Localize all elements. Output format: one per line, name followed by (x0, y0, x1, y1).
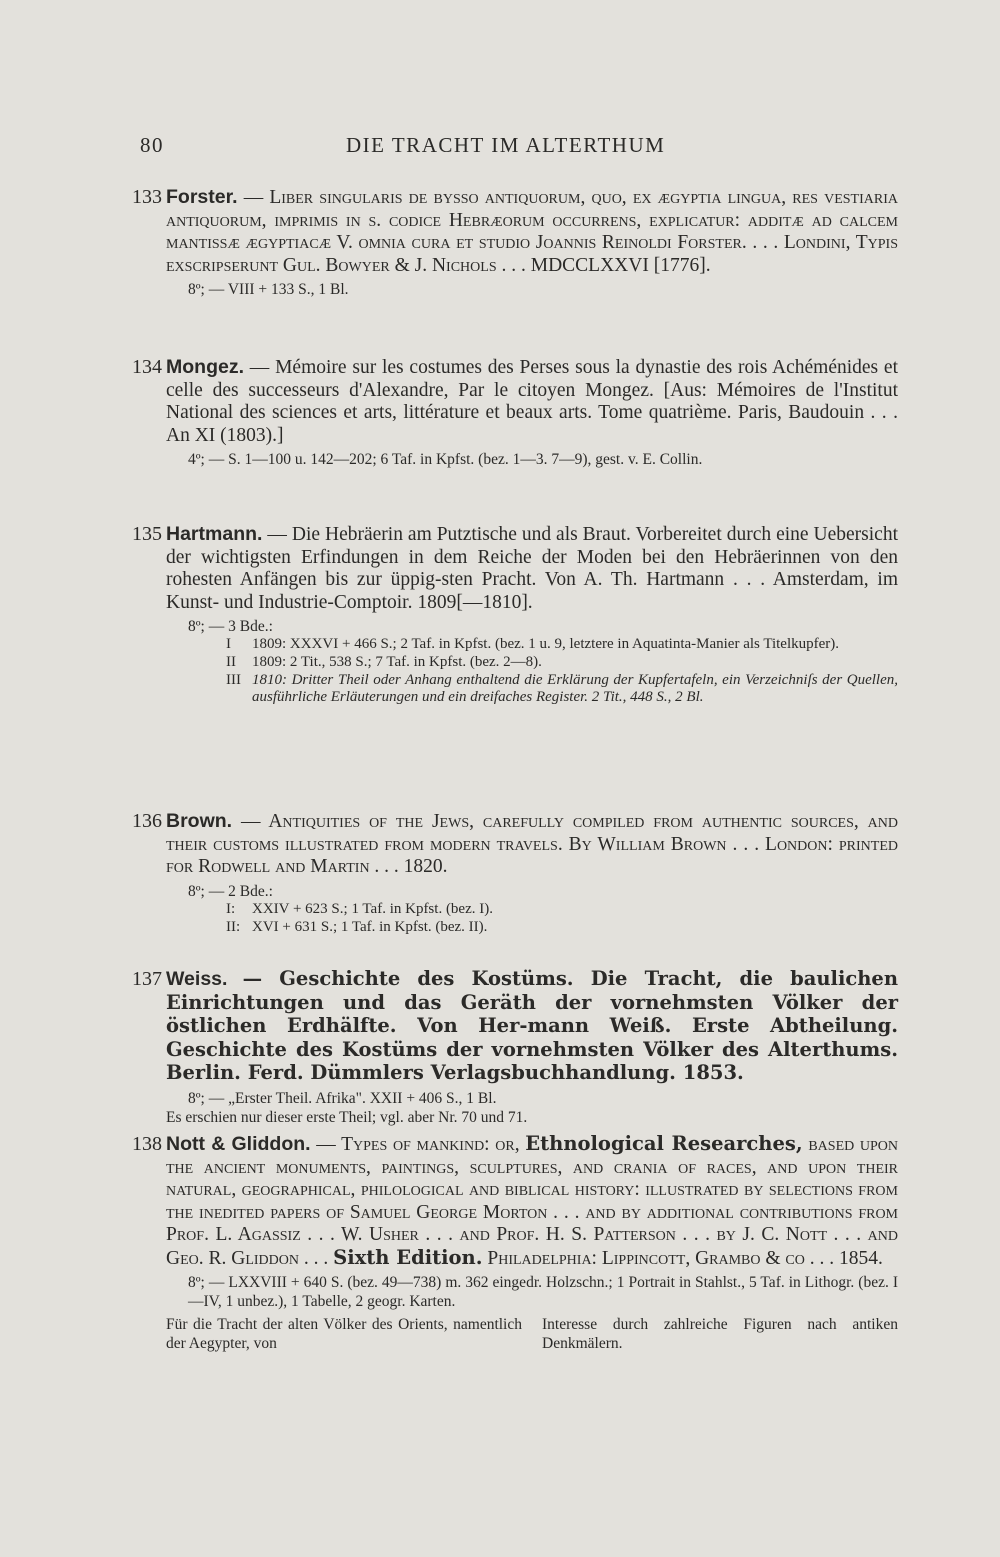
volume-text: 1810: Dritter Theil oder Anhang enthaltend die Erklärung der Kupfertafeln, ein Verzeichniſs der Quellen, ausführliche Erläuterungen und ein dreifaches Register. 2 Tit., 448 S., 2 Bl. (252, 672, 898, 705)
entry-author: Hartmann. (166, 523, 263, 545)
entry-author: Forster. (166, 186, 238, 208)
entry-137 (132, 968, 898, 1127)
volume-text: XVI + 631 S.; 1 Taf. in Kpfst. (bez. II). (252, 918, 488, 935)
entry-author: Brown. (166, 810, 233, 832)
volume-item (226, 654, 898, 671)
entry-134 (132, 356, 898, 469)
entry-title: — Liber singularis de bysso antiquorum, quo, ex ægyptia lingua, res vestiaria antiquorum, imprimis in s. codice Hebræorum occurrens, explicatur: additæ ad calcem mantissæ ægyptiacæ V. omnia cura et studio Joannis Reinoldi Forster. . . . Londini, Typis exſcripſerunt Gul. Bowyer & J. Nichols . . . MDCCLXXVI [1776]. (166, 187, 899, 276)
running-title: DIE TRACHT IM ALTERTHUM (346, 133, 666, 157)
volume-number: II: (226, 918, 241, 935)
entry-note-right: Interesse durch zahlreiche Figuren nach antiken Denkmälern. (542, 1316, 898, 1352)
entry-title: — Mémoire sur les costumes des Perses sous la dynastie des rois Achéménides et celle des successeurs d'Alexandre, Par le citoyen Mongez. [Aus: Mémoires de l'Institut National des sciences et arts, littérature et beaux arts. Tome quatrième. Paris, Baudouin . . . An XI (1803).] (166, 357, 899, 446)
page-number: 80 (140, 133, 164, 157)
volume-number: I: (226, 900, 236, 917)
volume-item (226, 901, 898, 918)
entry-title: — Geschichte des Kostüms. Die Tracht, die baulichen Einrichtungen und das Geräth der vornehmsten Völker der östlichen Erdhälfte. Von Her-mann Weiß. Erste Abtheilung. Geschichte des Kostüms der vornehmsten Völker des Alterthums. Berlin. Ferd. Dümmlers Verlagsbuchhandlung. 1853. (166, 967, 899, 1084)
volume-text: XXIV + 623 S.; 1 Taf. in Kpfst. (bez. I). (252, 900, 493, 917)
volume-text: 1809: 2 Tit., 538 S.; 7 Taf. in Kpfst. (bez. 2—8). (252, 654, 542, 670)
entry-edition-fraktur: Sixth Edition. (333, 1245, 483, 1269)
entry-imprint: Philadelphia: Lippincott, Grambo & co . . . 1854. (487, 1247, 883, 1269)
entry-title: — Antiquities of the Jews, carefully compiled from authentic sources, and their customs illustrated from modern travels. By William Brown . . . London: printed for Rodwell and Martin . . . 1820. (166, 811, 898, 877)
entry-number: 133 (132, 186, 162, 208)
volume-list (226, 901, 898, 936)
entry-note-left: Für die Tracht der alten Völker des Orients, namentlich der Aegypter, von (166, 1316, 522, 1352)
entry-note: Es erschien nur dieser erste Theil; vgl. aber Nr. 70 und 71. (166, 1108, 528, 1126)
entry-collation: 8º; — 2 Bde.: (188, 882, 273, 900)
entry-title-part: based upon the ancient monuments, paintings, sculptures, and crania of races, and upon their natural, geographical, philological and biblical history: illustrated by selections from the inedited papers of Samuel George Morton . . . and by additional contributions from Prof. L. Agassiz . . . W. Usher . . . and Prof. H. S. Patterson . . . by J. C. Nott . . . and Geo. R. Gliddon . . . (166, 1134, 899, 1269)
entry-number: 135 (132, 523, 162, 545)
volume-text: 1809: XXXVI + 466 S.; 2 Taf. in Kpfst. (bez. 1 u. 9, letztere in Aquatinta-Manier als Titelkupfer). (252, 636, 840, 652)
entry-collation: 4º; — S. 1—100 u. 142—202; 6 Taf. in Kpfst. (bez. 1—3. 7—9), gest. v. E. Collin. (188, 451, 703, 468)
entry-title: — Die Hebräerin am Putztische und als Braut. Vorbereitet durch eine Uebersicht der wichtigsten Erfindungen in dem Reiche der Moden bei den Hebräerinnen von den rohesten Anfängen bis zur üppig-sten Pracht. Von A. Th. Hartmann . . . Amsterdam, im Kunst- und Industrie-Comptoir. 1809[—1810]. (166, 524, 898, 613)
volume-number: I (226, 636, 231, 652)
entry-title-fraktur: Ethnological Researches, (525, 1132, 803, 1155)
entry-author: Weiss. (166, 968, 228, 990)
entry-136 (132, 810, 898, 937)
entry-collation: 8º; — „Erster Theil. Afrika". XXII + 406 S., 1 Bl. (188, 1089, 497, 1107)
entry-138 (132, 1133, 898, 1353)
entry-title-part: — Types of mankind: or, (316, 1134, 520, 1155)
volume-number: III (226, 672, 241, 688)
volume-number: II (226, 654, 236, 670)
volume-item (226, 672, 898, 706)
entry-number: 137 (132, 968, 162, 990)
entry-133 (132, 186, 898, 299)
entry-author: Nott & Gliddon. (166, 1133, 311, 1155)
entry-number: 134 (132, 356, 162, 378)
volume-list (226, 636, 898, 706)
entry-number: 136 (132, 810, 162, 832)
entry-author: Mongez. (166, 356, 244, 378)
entry-number: 138 (132, 1133, 162, 1155)
entry-collation: 8º; — 3 Bde.: (188, 618, 273, 635)
volume-item (226, 636, 898, 653)
entry-note-columns (166, 1315, 898, 1353)
volume-item (226, 919, 898, 936)
entry-collation: 8º; — VIII + 133 S., 1 Bl. (188, 281, 349, 298)
entry-collation: 8º; — LXXVIII + 640 S. (bez. 49—738) m. 362 eingedr. Holzschn.; 1 Portrait in Stahlst., 5 Taf. in Lithogr. (bez. I—IV, 1 unbez.), 1 Tabelle, 2 geogr. Karten. (188, 1274, 898, 1310)
entry-135 (132, 523, 898, 707)
